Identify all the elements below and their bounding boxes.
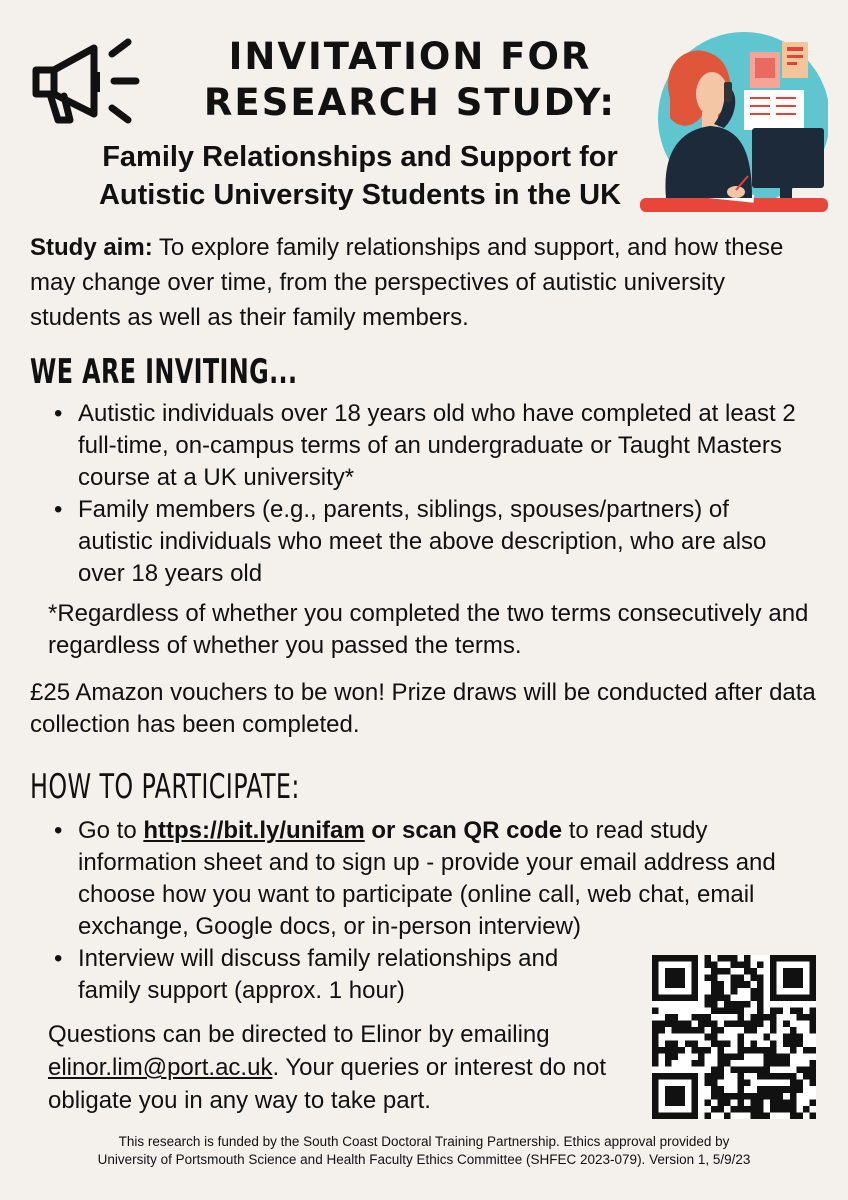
qr-code-icon[interactable] [652,955,816,1119]
title-line-1: INVITATION FOR [228,35,592,78]
participate-heading: HOW TO PARTICIPATE: [30,767,300,807]
megaphone-icon [28,36,144,128]
list-item: • Interview will discuss family relationships and family support (approx. 1 hour) [48,943,618,1007]
prize-notice: £25 Amazon vouchers to be won! Prize draws will be conducted after data collection has been completed. [30,679,816,738]
footer-note [6,1133,842,1169]
page-title [160,34,660,126]
subtitle-line-2: Autistic University Students in the UK [98,179,622,211]
list-item: • Family members (e.g., parents, siblings, spouses/partners) of autistic individuals who meet the above description, who are also over 18 years old [48,494,808,590]
woman-on-phone-illustration [640,32,828,212]
study-aim [30,230,820,335]
email-link[interactable]: elinor.lim@port.ac.uk [48,1054,273,1081]
list-item: • Go to https://bit.ly/unifam or scan QR code to read study information sheet and to sign up - provide your email address and choose how you want to participate (online call, web chat, email exchange, Google docs, or in-person interview) [48,815,818,943]
footer-line-1: This research is funded by the South Coast Doctoral Training Partnership. Ethics approval provided by [118,1134,730,1149]
subtitle-line-1: Family Relationships and Support for [102,141,618,173]
page-subtitle [70,138,650,214]
inviting-list [48,398,808,590]
study-link[interactable]: https://bit.ly/unifam [143,817,365,844]
contact-info: Questions can be directed to Elinor by emailing elinor.lim@port.ac.uk. Your queries or interest do not obligate you in any way to take part. [48,1021,607,1114]
eligibility-footnote: *Regardless of whether you completed the two terms consecutively and regardless of whether you passed the terms. [48,600,809,659]
study-aim-text: To explore family relationships and support, and how these may change over time, from the perspectives of autistic university students as well as their family members. [30,234,784,331]
list-item: • Autistic individuals over 18 years old who have completed at least 2 full-time, on-campus terms of an undergraduate or Taught Masters course at a UK university* [48,398,808,494]
footer-line-2: University of Portsmouth Science and Health Faculty Ethics Committee (SHFEC 2023-079). Version 1, 5/9/23 [97,1152,751,1167]
title-line-2: RESEARCH STUDY: [203,81,617,124]
study-aim-label: Study aim: [30,234,153,261]
inviting-heading: WE ARE INVITING... [30,352,298,392]
